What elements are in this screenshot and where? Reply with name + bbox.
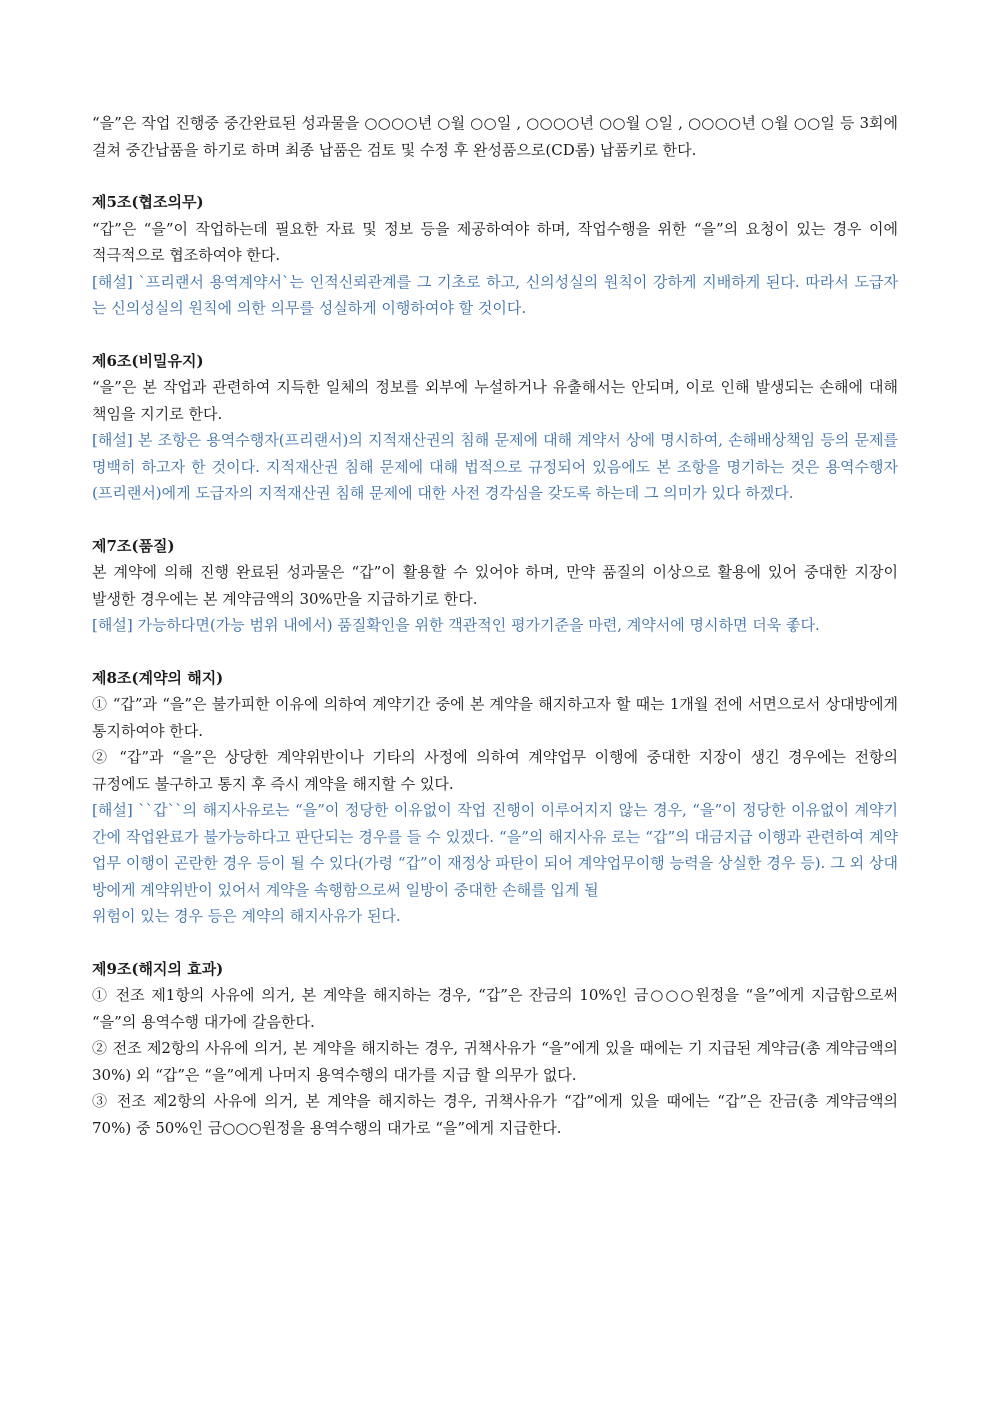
article-6-body: “을”은 본 작업과 관련하여 지득한 일체의 정보를 외부에 누설하거나 유출해서는 안되며, 이로 인해 발생되는 손해에 대해 책임을 지기로 한다. xyxy=(92,378,898,423)
article-7-note: [해설] 가능하다면(가능 범위 내에서) 품질확인을 위한 객관적인 평가기준을 마련, 계약서에 명시하면 더욱 좋다. xyxy=(92,616,820,634)
article-5-note: [해설] `프리랜서 용역계약서`는 인적신뢰관계를 그 기초로 하고, 신의성실의 원칙이 강하게 지배하게 된다. 따라서 도급자는 신의성실의 원칙에 의한 의무를 성실하게 이행하여야 할 것이다. xyxy=(92,272,898,317)
article-8-item-2: ② “갑”과 “을”은 상당한 계약위반이나 기타의 사정에 의하여 계약업무 이행에 중대한 지장이 생긴 경우에는 전항의 규정에도 불구하고 통지 후 즉시 계약을 해지할 수 있다. xyxy=(92,748,898,793)
article-6-note: [해설] 본 조항은 용역수행자(프리랜서)의 지적재산권의 침해 문제에 대해 계약서 상에 명시하여, 손해배상책임 등의 문제를 명백히 하고자 한 것이다. 지적재산권 침해 문제에 대해 법적으로 규정되어 있음에도 본 조항을 명기하는 것은 용역수행자(프리랜서)에게 도급자의 지적재산권 침해 문제에 대한 사전 경각심을 갖도록 하는데 그 의미가 있다 하겠다. xyxy=(92,431,898,502)
article-8-item-1: ① “갑”과 “을”은 불가피한 이유에 의하여 계약기간 중에 본 계약을 해지하고자 할 때는 1개월 전에 서면으로서 상대방에게 통지하여야 한다. xyxy=(92,695,898,740)
article-6-title: 제6조(비밀유지) xyxy=(92,351,204,370)
intro-paragraph: “을”은 작업 진행중 중간완료된 성과물을 ○○○○년 ○월 ○○일 , ○○○○년 ○○월 ○일 , ○○○○년 ○월 ○○일 등 3회에 걸쳐 중간납품을 하기로 하며 최종 납품은 검토 및 수정 후 완성품으로(CD롬) 납품키로 한다. xyxy=(92,114,898,159)
article-6 xyxy=(92,348,898,507)
article-9-item-3: ③ 전조 제2항의 사유에 의거, 본 계약을 해지하는 경우, 귀책사유가 “갑”에게 있을 때에는 “갑”은 잔금(총 계약금액의 70%) 중 50%인 금○○○원정을 용역수행의 대가로 “을”에게 지급한다. xyxy=(92,1092,898,1137)
article-9-item-2: ② 전조 제2항의 사유에 의거, 본 계약을 해지하는 경우, 귀책사유가 “을”에게 있을 때에는 기 지급된 계약금(총 계약금액의 30%) 외 “갑”은 “을”에게 나머지 용역수행의 대가를 지급 할 의무가 없다. xyxy=(92,1039,898,1084)
article-8-note-continued: 위험이 있는 경우 등은 계약의 해지사유가 된다. xyxy=(92,907,401,925)
article-7-title: 제7조(품질) xyxy=(92,536,175,555)
article-7-body: 본 계약에 의해 진행 완료된 성과물은 “갑”이 활용할 수 있어야 하며, 만약 품질의 이상으로 활용에 있어 중대한 지장이 발생한 경우에는 본 계약금액의 30%만을 지급하기로 한다. xyxy=(92,563,898,608)
article-5-body: “갑”은 “을”이 작업하는데 필요한 자료 및 정보 등을 제공하여야 하며, 작업수행을 위한 “을”의 요청이 있는 경우 이에 적극적으로 협조하여야 한다. xyxy=(92,219,898,264)
article-8-title: 제8조(계약의 해지) xyxy=(92,668,224,687)
article-9-item-1: ① 전조 제1항의 사유에 의거, 본 계약을 해지하는 경우, “갑”은 잔금의 10%인 금○○○원정을 “을”에게 지급함으로써 “을”의 용역수행 대가에 갈음한다. xyxy=(92,986,898,1031)
article-9 xyxy=(92,956,898,1142)
article-8-note: [해설] ``갑``의 해지사유로는 “을”이 정당한 이유없이 작업 진행이 이루어지지 않는 경우, “을”이 정당한 이유없이 계약기간에 작업완료가 불가능하다고 판단되는 경우를 들 수 있겠다. “을”의 해지사유 로는 “갑”의 대금지급 이행과 관련하여 계약업무 이행이 곤란한 경우 등이 될 수 있다(가령 “갑”이 재정상 파탄이 되어 계약업무이행 능력을 상실한 경우 등). 그 외 상대방에게 계약위반이 있어서 계약을 속행함으로써 일방이 중대한 손해를 입게 될 xyxy=(92,801,898,899)
article-5-title: 제5조(협조의무) xyxy=(92,193,204,211)
document-page xyxy=(92,110,898,1141)
article-5 xyxy=(92,189,898,322)
article-7 xyxy=(92,533,898,639)
article-9-title: 제9조(해지의 효과) xyxy=(92,959,224,978)
article-8 xyxy=(92,665,898,930)
